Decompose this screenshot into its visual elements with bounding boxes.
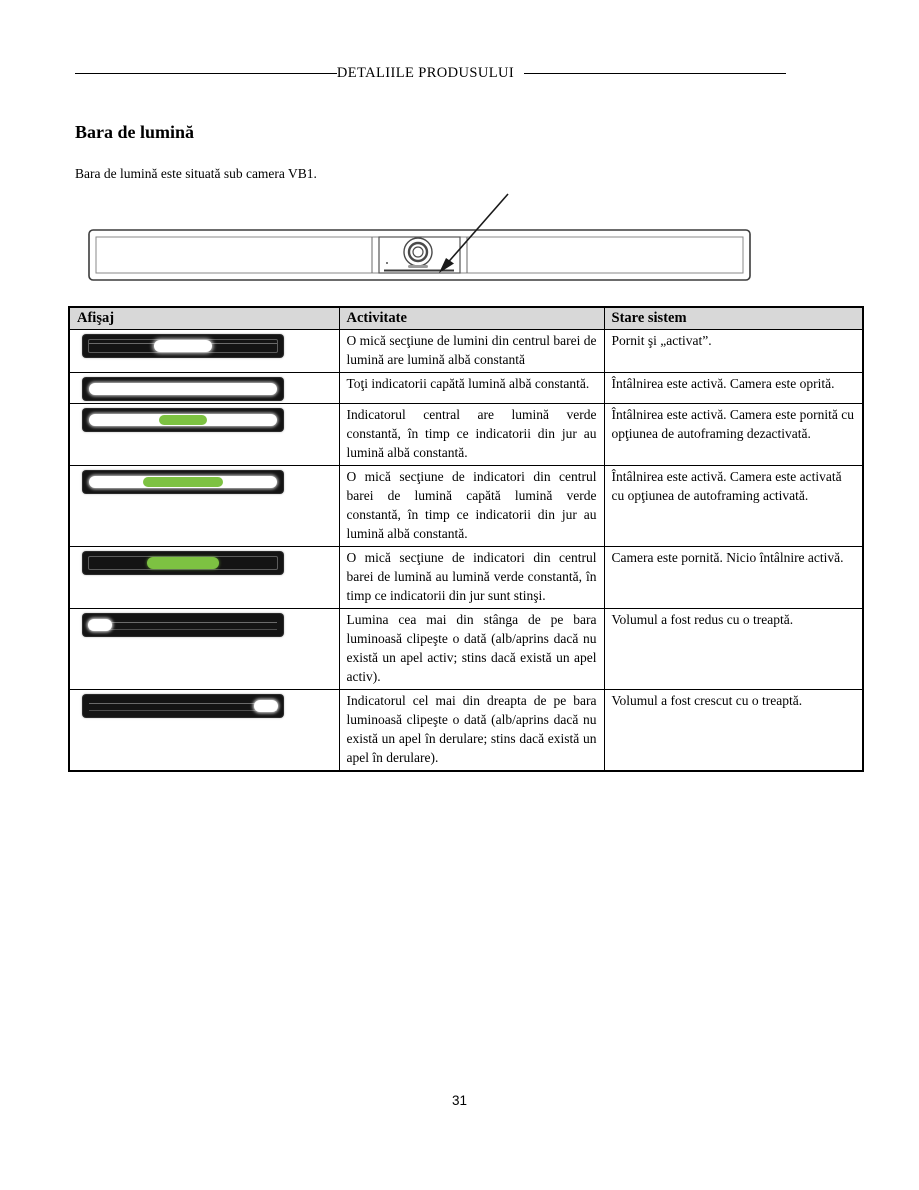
activity-text: O mică secţiune de lumini din centrul barei de lumină are lumină albă constantă	[339, 330, 604, 373]
section-intro: Bara de lumină este situată sub camera VB1.	[75, 166, 317, 181]
header-title: DETALIILE PRODUSULUI	[336, 65, 515, 81]
lightbar-state-table	[68, 306, 864, 772]
activity-text: Indicatorul central are lumină verde constantă, în timp ce indicatorii din jur au lumină albă constantă.	[339, 404, 604, 466]
activity-text: O mică secţiune de indicatori din centrul barei de lumină au lumină verde constantă, în timp ce indicatorii din jur sunt stinşi.	[339, 547, 604, 609]
column-header-status: Stare sistem	[604, 307, 863, 330]
logo-mark	[408, 265, 428, 268]
table-row	[69, 373, 863, 404]
activity-text: Lumina cea mai din stânga de pe bara luminoasă clipeşte o dată (alb/aprins dacă nu există un apel activ; stins dacă există un apel activ).	[339, 609, 604, 690]
device-illustration	[88, 192, 752, 290]
status-text: Camera este pornită. Nicio întâlnire activă.	[604, 547, 863, 609]
lightbar-white-segment-center-icon	[83, 335, 283, 357]
column-header-display: Afişaj	[69, 307, 339, 330]
status-text: Întâlnirea este activă. Camera este pornită cu opţiunea de autoframing dezactivată.	[604, 404, 863, 466]
running-header	[75, 63, 786, 82]
table-row	[69, 690, 863, 772]
activity-text: Toţi indicatorii capătă lumină albă constantă.	[339, 373, 604, 404]
lightbar-white-full-icon	[83, 378, 283, 400]
table-row	[69, 466, 863, 547]
table-row	[69, 404, 863, 466]
activity-text: O mică secţiune de indicatori din centrul barei de lumină capătă lumină verde constantă, în timp ce indicatorii din jur au lumină albă constantă.	[339, 466, 604, 547]
page-number: 31	[451, 1093, 468, 1108]
table-row	[69, 330, 863, 373]
lightbar-green-only-icon	[83, 552, 283, 574]
table-row	[69, 547, 863, 609]
activity-text: Indicatorul cel mai din dreapta de pe bara luminoasă clipeşte o dată (alb/aprins dacă nu există un apel în derulare; stins dacă există un apel în derulare).	[339, 690, 604, 772]
lightbar-green-center-small-icon	[83, 409, 283, 431]
header-rule-right	[524, 60, 786, 74]
table-header-row	[69, 307, 863, 330]
status-text: Volumul a fost redus cu o treaptă.	[604, 609, 863, 690]
status-text: Volumul a fost crescut cu o treaptă.	[604, 690, 863, 772]
header-rule-left	[75, 60, 337, 74]
table-row	[69, 609, 863, 690]
status-text: Întâlnirea este activă. Camera este activată cu opţiunea de autoframing activată.	[604, 466, 863, 547]
status-text: Pornit şi „activat”.	[604, 330, 863, 373]
lightbar-green-center-large-icon	[83, 471, 283, 493]
lightbar-white-dot-right-icon	[83, 695, 283, 717]
status-text: Întâlnirea este activă. Camera este oprită.	[604, 373, 863, 404]
lightbar-white-dot-left-icon	[83, 614, 283, 636]
column-header-activity: Activitate	[339, 307, 604, 330]
section-heading: Bara de lumină	[75, 122, 195, 142]
